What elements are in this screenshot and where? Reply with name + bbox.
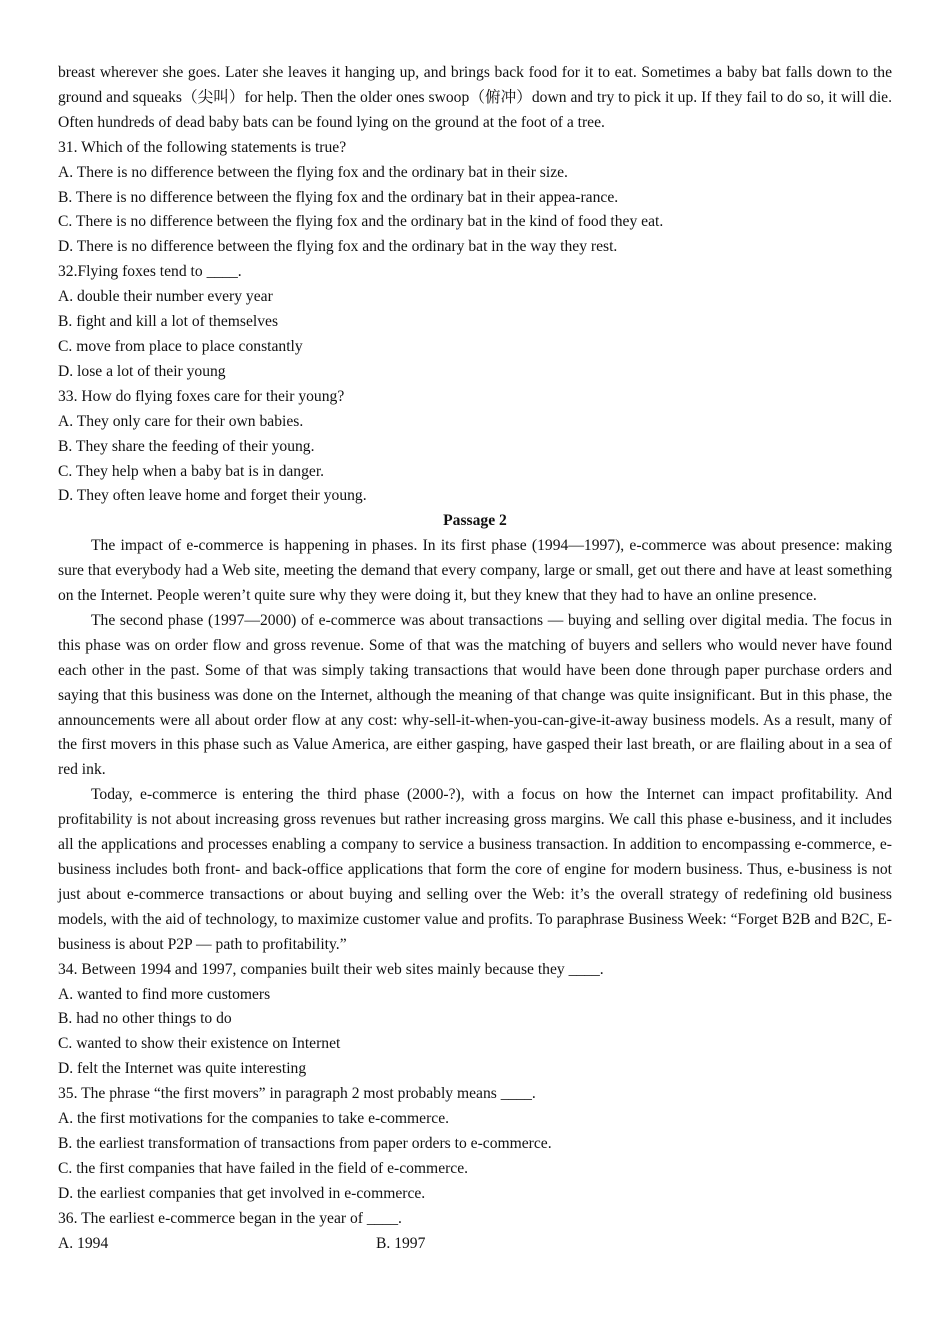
answer-option: B. had no other things to do [58,1010,232,1028]
answer-option: A. There is no difference between the flying fox and the ordinary bat in their size. [58,163,568,181]
answer-option: D. They often leave home and forget their young. [58,487,367,505]
question-31 [58,136,892,261]
answer-option: A. double their number every year [58,288,273,306]
question-stem: 34. Between 1994 and 1997, companies built their web sites mainly because they ____. [58,960,604,978]
passage-2-title: Passage 2 [443,512,507,530]
question-stem: 35. The phrase “the first movers” in paragraph 2 most probably means ____. [58,1085,536,1103]
answer-option: D. felt the Internet was quite interesting [58,1060,307,1078]
answer-option: B. They share the feeding of their young. [58,437,315,455]
question-33 [58,385,892,510]
question-stem: 33. How do flying foxes care for their young? [58,387,345,405]
answer-option: A. 1994 [58,1234,109,1252]
answer-option-row [58,1232,892,1257]
question-34 [58,958,892,1083]
question-32 [58,260,892,385]
question-36 [58,1207,892,1257]
question-35 [58,1082,892,1207]
question-stem: 32.Flying foxes tend to ____. [58,263,242,281]
answer-option: D. There is no difference between the flying fox and the ordinary bat in the way they rest. [58,238,618,256]
passage-2-paragraph-2: The second phase (1997—2000) of e-commerce was about transactions — buying and selling over digital media. The focus in this phase was on order flow and gross revenue. Some of that was the matching of buyers and sellers who would never have found each other in the past. Some of that was simply taking transactions that would have been done through paper purchase orders and saying that this business was done on the Internet, although the meaning of that change was quite insignificant. But in this phase, the announcements were all about order flow at any cost: why-sell-it-when-you-can-give-it-away business models. As a result, many of the first movers in this phase such as Value America, are either gasping, have gasped their last breath, or are flailing about in a sea of red ink. [58,611,892,779]
passage-2-paragraph-1: The impact of e-commerce is happening in phases. In its first phase (1994—1997), e-commerce was about presence: making sure that everybody had a Web site, meeting the demand that every company, large or small, get out there and have at least something on the Internet. People weren’t quite sure why they were doing it, but they knew that they had to have an online presence. [58,537,892,605]
answer-option: A. the first motivations for the companies to take e-commerce. [58,1110,450,1128]
answer-option: D. lose a lot of their young [58,362,226,380]
passage-2-paragraph-3: Today, e-commerce is entering the third phase (2000-?), with a focus on how the Internet can impact profitability. And profitability is not about increasing gross revenues but rather increasing gross margins. We call this phase e-business, and it includes all the applications and processes enabling a company to service a business transaction. In addition to encompassing e-commerce, e-business includes both front- and back-office applications that form the core of engine for modern business. Thus, e-business is not just about e-commerce transactions or about buying and selling over the Web: it’s the overall strategy of redefining old business models, with the aid of technology, to maximize customer value and profits. To paraphrase Business Week: “Forget B2B and B2C, E-business is about P2P — path to profitability.” [58,786,892,953]
question-stem: 36. The earliest e-commerce began in the year of ____. [58,1209,402,1227]
answer-option: D. the earliest companies that get involved in e-commerce. [58,1184,426,1202]
answer-option: C. They help when a baby bat is in danger. [58,462,325,480]
document-page [58,61,892,1257]
answer-option: A. They only care for their own babies. [58,412,304,430]
answer-option: B. fight and kill a lot of themselves [58,313,279,331]
answer-option: B. 1997 [376,1234,426,1252]
answer-option: C. the first companies that have failed in the field of e-commerce. [58,1159,469,1177]
answer-option: C. move from place to place constantly [58,337,303,355]
passage-1-continuation: breast wherever she goes. Later she leaves it hanging up, and brings back food for it to eat. Sometimes a baby bat falls down to the ground and squeaks（尖叫）for help. Then the older ones swoop（俯冲）down and try to pick it up. If they fail to do so, it will die. Often hundreds of dead baby bats can be found lying on the ground at the foot of a tree. [58,64,892,131]
question-stem: 31. Which of the following statements is true? [58,138,347,156]
answer-option: B. There is no difference between the flying fox and the ordinary bat in their appea-rance. [58,188,619,206]
answer-option: C. There is no difference between the flying fox and the ordinary bat in the kind of food they eat. [58,213,664,231]
answer-option: A. wanted to find more customers [58,985,271,1003]
answer-option: B. the earliest transformation of transactions from paper orders to e-commerce. [58,1134,552,1152]
answer-option: C. wanted to show their existence on Internet [58,1035,341,1053]
